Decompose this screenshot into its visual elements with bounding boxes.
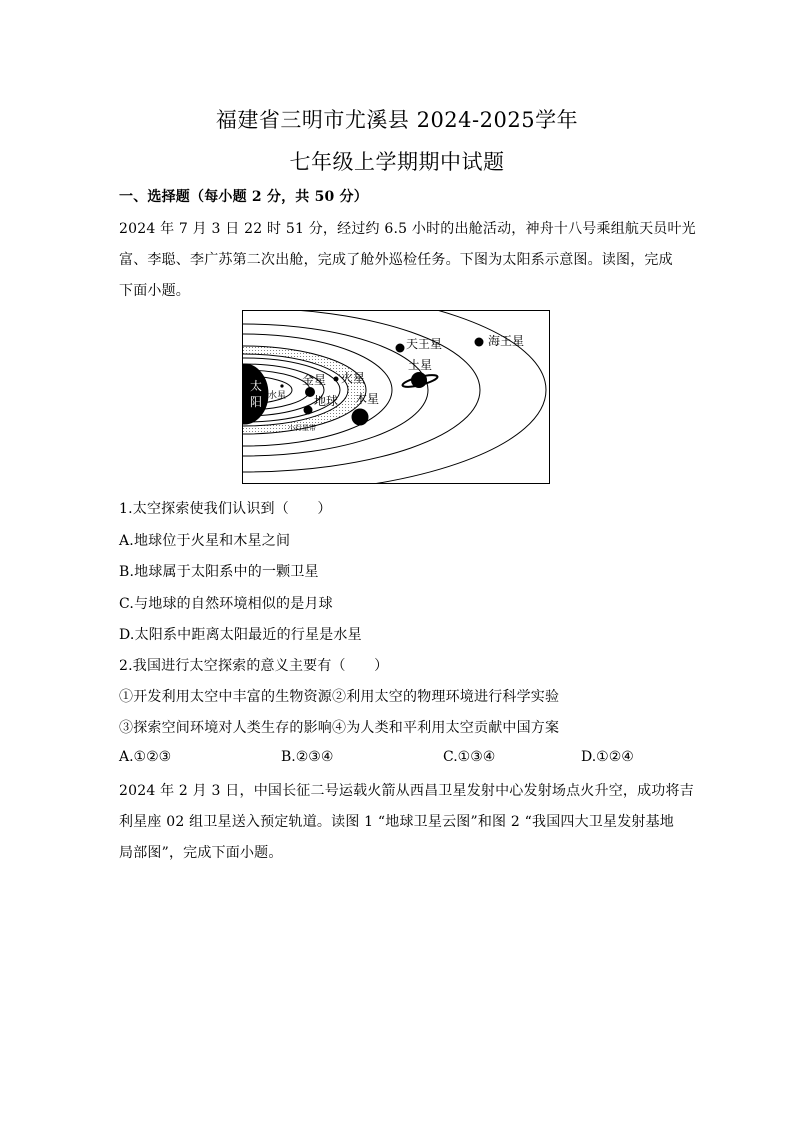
earth-dot xyxy=(304,406,313,415)
passage-2-line-2: 利星座 02 组卫星送入预定轨道。读图 1 “地球卫星云图”和图 2 “我国四大卫星发射基地 xyxy=(119,814,674,830)
label-sun-2: 阳 xyxy=(250,395,263,409)
label-asteroid-belt: 小行星带 xyxy=(288,424,316,432)
solar-system-diagram xyxy=(242,310,550,484)
question-2-option-b: B.②③④ xyxy=(281,749,334,765)
question-2-stem: 2.我国进行太空探索的意义主要有（ ） xyxy=(119,658,389,674)
question-1-option-a: A.地球位于火星和木星之间 xyxy=(119,533,291,549)
label-earth: 地球 xyxy=(314,394,339,408)
question-2-items-1: ①开发利用太空中丰富的生物资源②利用太空的物理环境进行科学实验 xyxy=(119,689,560,705)
document-title-line-2: 七年级上学期期中试题 xyxy=(289,150,505,174)
passage-1-line-2: 富、李聪、李广苏第二次出舱，完成了舱外巡检任务。下图为太阳系示意图。读图，完成 xyxy=(119,252,673,268)
label-neptune: 海王星 xyxy=(488,334,525,348)
passage-2-line-3: 局部图”，完成下面小题。 xyxy=(119,845,283,861)
passage-2-line-1: 2024 年 2 月 3 日，中国长征二号运载火箭从西昌卫星发射中心发射场点火升空，成功将吉 xyxy=(119,783,694,799)
uranus-dot xyxy=(396,344,405,353)
label-sun-1: 太 xyxy=(250,379,263,393)
jupiter-dot xyxy=(352,409,369,426)
question-2-items-2: ③探索空间环境对人类生存的影响④为人类和平利用太空贡献中国方案 xyxy=(119,720,560,736)
mars-dot xyxy=(334,377,339,382)
question-1-option-c: C.与地球的自然环境相似的是月球 xyxy=(119,596,333,612)
label-venus: 金星 xyxy=(302,373,327,387)
label-mars: 火星 xyxy=(341,371,366,385)
question-2-option-c: C.①③④ xyxy=(443,749,496,765)
question-1-option-d: D.太阳系中距离太阳最近的行星是水星 xyxy=(119,627,362,643)
passage-1-line-3: 下面小题。 xyxy=(119,283,190,299)
solar-system-svg xyxy=(242,310,550,484)
label-jupiter: 木星 xyxy=(355,392,380,406)
question-1-option-b: B.地球属于太阳系中的一颗卫星 xyxy=(119,564,319,580)
neptune-dot xyxy=(475,338,484,347)
label-uranus: 天王星 xyxy=(406,337,443,351)
question-2-option-a: A.①②③ xyxy=(119,749,172,765)
label-mercury: 水星 xyxy=(268,391,287,401)
section-heading: 一、选择题（每小题 2 分，共 50 分） xyxy=(119,189,368,205)
question-1-stem: 1.太空探索使我们认识到（ ） xyxy=(119,501,332,517)
question-2-option-d: D.①②④ xyxy=(581,749,634,765)
mercury-dot xyxy=(280,384,283,387)
passage-1-line-1: 2024 年 7 月 3 日 22 时 51 分，经过约 6.5 小时的出舱活动，神舟十八号乘组航天员叶光 xyxy=(119,221,696,237)
label-saturn: 土星 xyxy=(408,358,433,372)
document-title-line-1: 福建省三明市尤溪县 2024-2025学年 xyxy=(215,108,579,132)
